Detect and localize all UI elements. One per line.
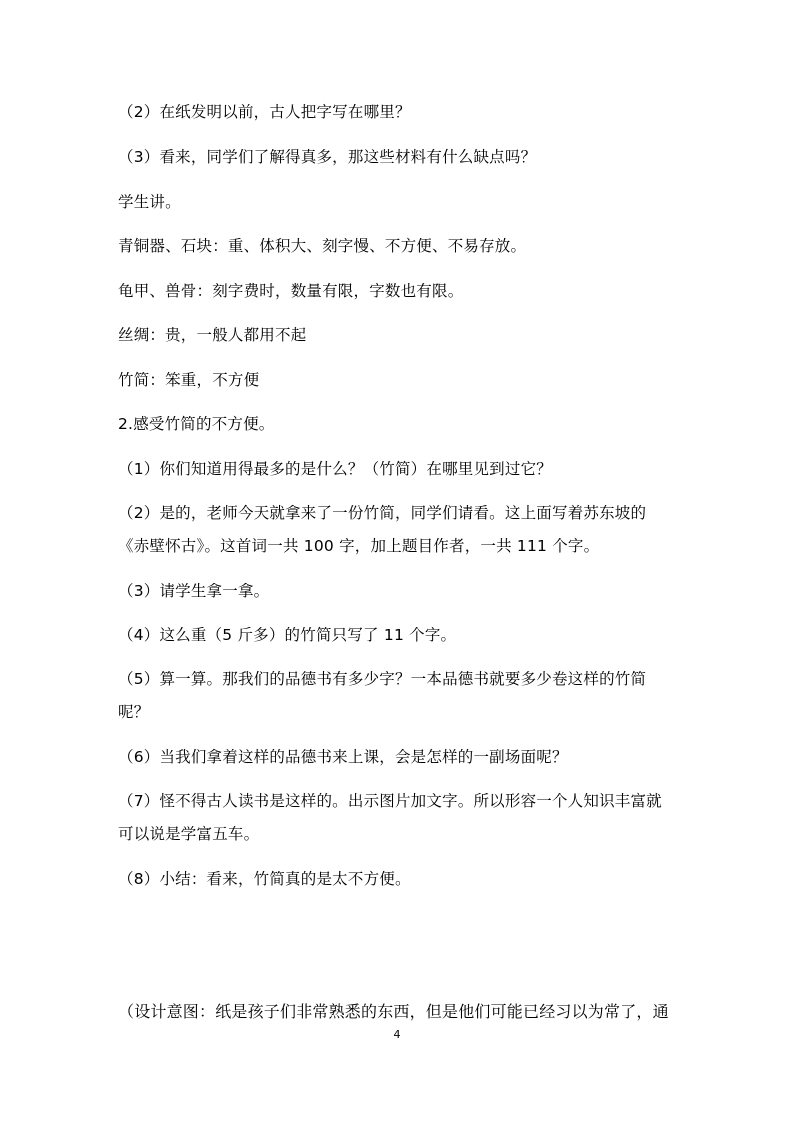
- text-line: 丝绸：贵，一般人都用不起: [118, 326, 307, 344]
- text-line: （3）请学生拿一拿。: [118, 582, 270, 600]
- section-heading: 2.感受竹简的不方便。: [118, 415, 275, 433]
- page-number: 4: [393, 1028, 401, 1041]
- text-line: （8）小结：看来，竹简真的是太不方便。: [118, 870, 411, 888]
- text-line: （6）当我们拿着这样的品德书来上课，会是怎样的一副场面呢？: [118, 748, 568, 766]
- text-line: （设计意图：纸是孩子们非常熟悉的东西，但是他们可能已经习以为常了，通: [118, 1002, 669, 1021]
- text-line: 青铜器、石块：重、体积大、刻字慢、不方便、不易存放。: [118, 237, 527, 255]
- text-line: 《赤壁怀古》。这首词一共 100 字，加上题目作者，一共 111 个字。: [118, 537, 600, 555]
- text-line: 学生讲。: [118, 193, 181, 211]
- text-line: （2）是的，老师今天就拿来了一份竹简，同学们请看。这上面写着苏东坡的: [118, 504, 647, 522]
- text-line: 呢？: [118, 703, 150, 721]
- text-line: （3）看来，同学们了解得真多，那这些材料有什么缺点吗？: [118, 148, 537, 166]
- text-line: （4）这么重（5 斤多）的竹简只写了 11 个字。: [118, 626, 457, 644]
- text-line: （1）你们知道用得最多的是什么？（竹简）在哪里见到过它？: [118, 460, 552, 478]
- text-line: 龟甲、兽骨：刻字费时，数量有限，字数也有限。: [118, 282, 464, 300]
- text-line: （2）在纸发明以前，古人把字写在哪里？: [118, 103, 411, 121]
- text-line: 竹简：笨重，不方便: [118, 371, 260, 389]
- text-line: 可以说是学富五车。: [118, 825, 260, 843]
- text-line: （5）算一算。那我们的品德书有多少字？一本品德书就要多少卷这样的竹简: [118, 670, 647, 688]
- text-line: （7）怪不得古人读书是这样的。出示图片加文字。所以形容一个人知识丰富就: [118, 792, 662, 810]
